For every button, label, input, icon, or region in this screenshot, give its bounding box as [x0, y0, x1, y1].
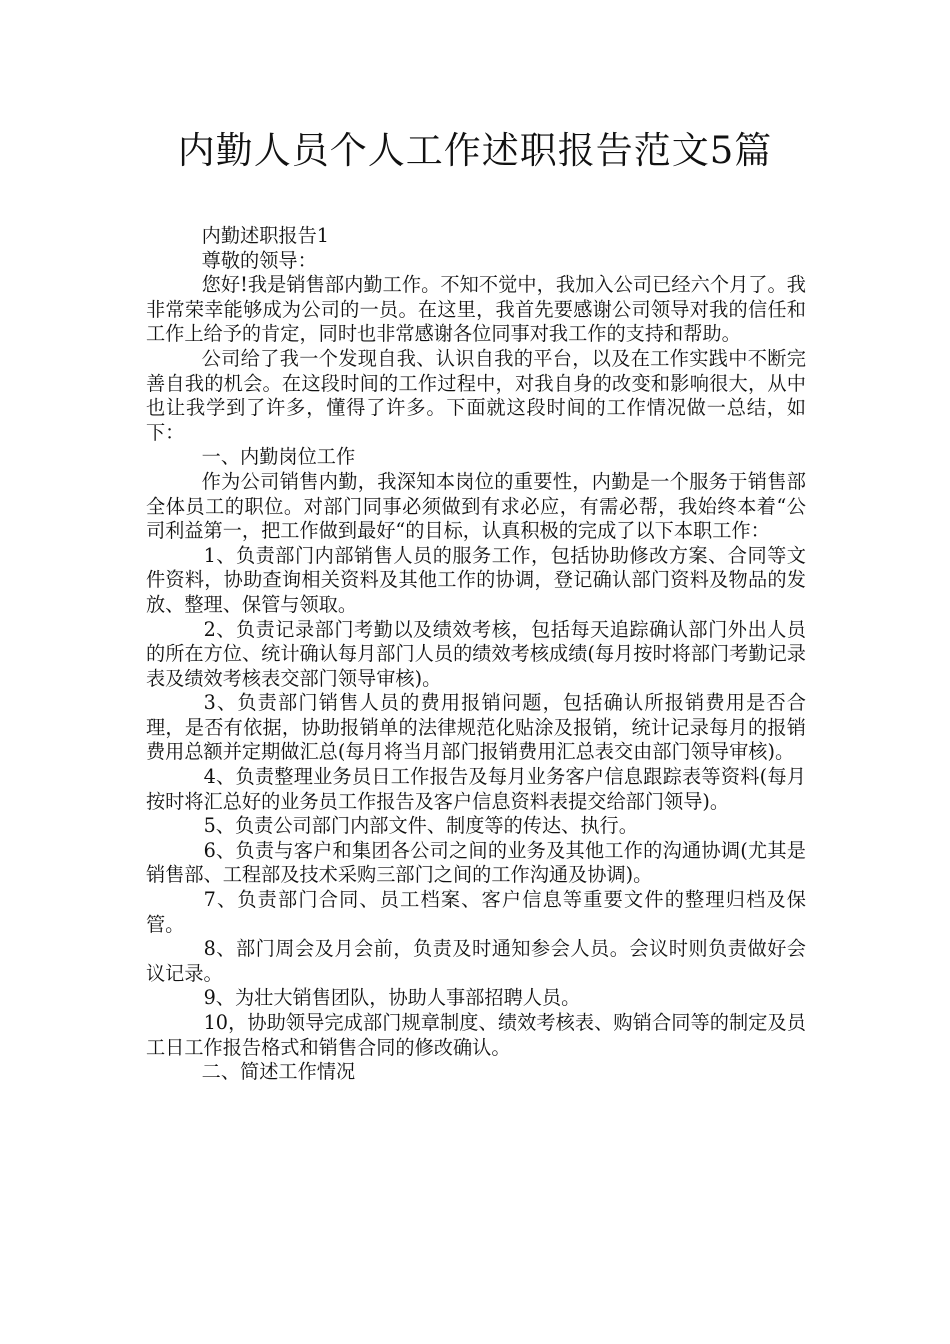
list-item: 3、负责部门销售人员的费用报销问题，包括确认所报销费用是否合理，是否有依据，协助报销单的法律规范化贴涂及报销，统计记录每月的报销费用总额并定期做汇总(每月将当月部门报销费用汇总表交由部门领导审核)。 — [146, 691, 806, 764]
salutation: 尊敬的领导： — [201, 248, 317, 272]
paragraph: 您好!我是销售部内勤工作。不知不觉中，我加入公司已经六个月了。我非常荣幸能够成为公司的一员。在这里，我首先要感谢公司领导对我的信任和工作上给予的肯定，同时也非常感谢各位同事对我工作的支持和帮助。 — [146, 273, 806, 346]
list-item: 1、负责部门内部销售人员的服务工作，包括协助修改方案、合同等文件资料，协助查询相关资料及其他工作的协调，登记确认部门资料及物品的发放、整理、保管与领取。 — [146, 543, 806, 616]
list-item: 10，协助领导完成部门规章制度、绩效考核表、购销合同等的制定及员工日工作报告格式和销售合同的修改确认。 — [146, 1011, 806, 1059]
document-body — [146, 224, 806, 1085]
list-item: 7、负责部门合同、员工档案、客户信息等重要文件的整理归档及保管。 — [146, 888, 806, 936]
list-item: 8、部门周会及月会前，负责及时通知参会人员。会议时则负责做好会议记录。 — [146, 937, 806, 985]
list-item: 6、负责与客户和集团各公司之间的业务及其他工作的沟通协调(尤其是销售部、工程部及技术采购三部门之间的工作沟通及协调)。 — [146, 838, 806, 887]
list-item: 9、为壮大销售团队，协助人事部招聘人员。 — [203, 986, 581, 1010]
subsection-heading: 一、内勤岗位工作 — [201, 445, 356, 469]
section-heading: 内勤述职报告1 — [201, 224, 330, 247]
paragraph: 公司给了我一个发现自我、认识自我的平台，以及在工作实践中不断完善自我的机会。在这段时间的工作过程中，对我自身的改变和影响很大，从中也让我学到了许多，懂得了许多。下面就这段时间的工作情况做一总结，如下： — [146, 346, 806, 444]
document-title: 内勤人员个人工作述职报告范文5篇 — [177, 129, 773, 172]
list-item: 2、负责记录部门考勤以及绩效考核，包括每天追踪确认部门外出人员的所在方位、统计确认每月部门人员的绩效考核成绩(每月按时将部门考勤记录表及绩效考核表交部门领导审核)。 — [146, 617, 806, 690]
list-item: 5、负责公司部门内部文件、制度等的传达、执行。 — [203, 814, 638, 838]
list-item: 4、负责整理业务员日工作报告及每月业务客户信息跟踪表等资料(每月按时将汇总好的业务员工作报告及客户信息资料表提交给部门领导)。 — [146, 765, 806, 813]
subsection-heading: 二、简述工作情况 — [201, 1060, 356, 1084]
paragraph: 作为公司销售内勤，我深知本岗位的重要性，内勤是一个服务于销售部全体员工的职位。对部门同事必须做到有求必应，有需必帮，我始终本着“公司利益第一，把工作做到最好“的目标，认真积极的完成了以下本职工作： — [146, 469, 806, 543]
